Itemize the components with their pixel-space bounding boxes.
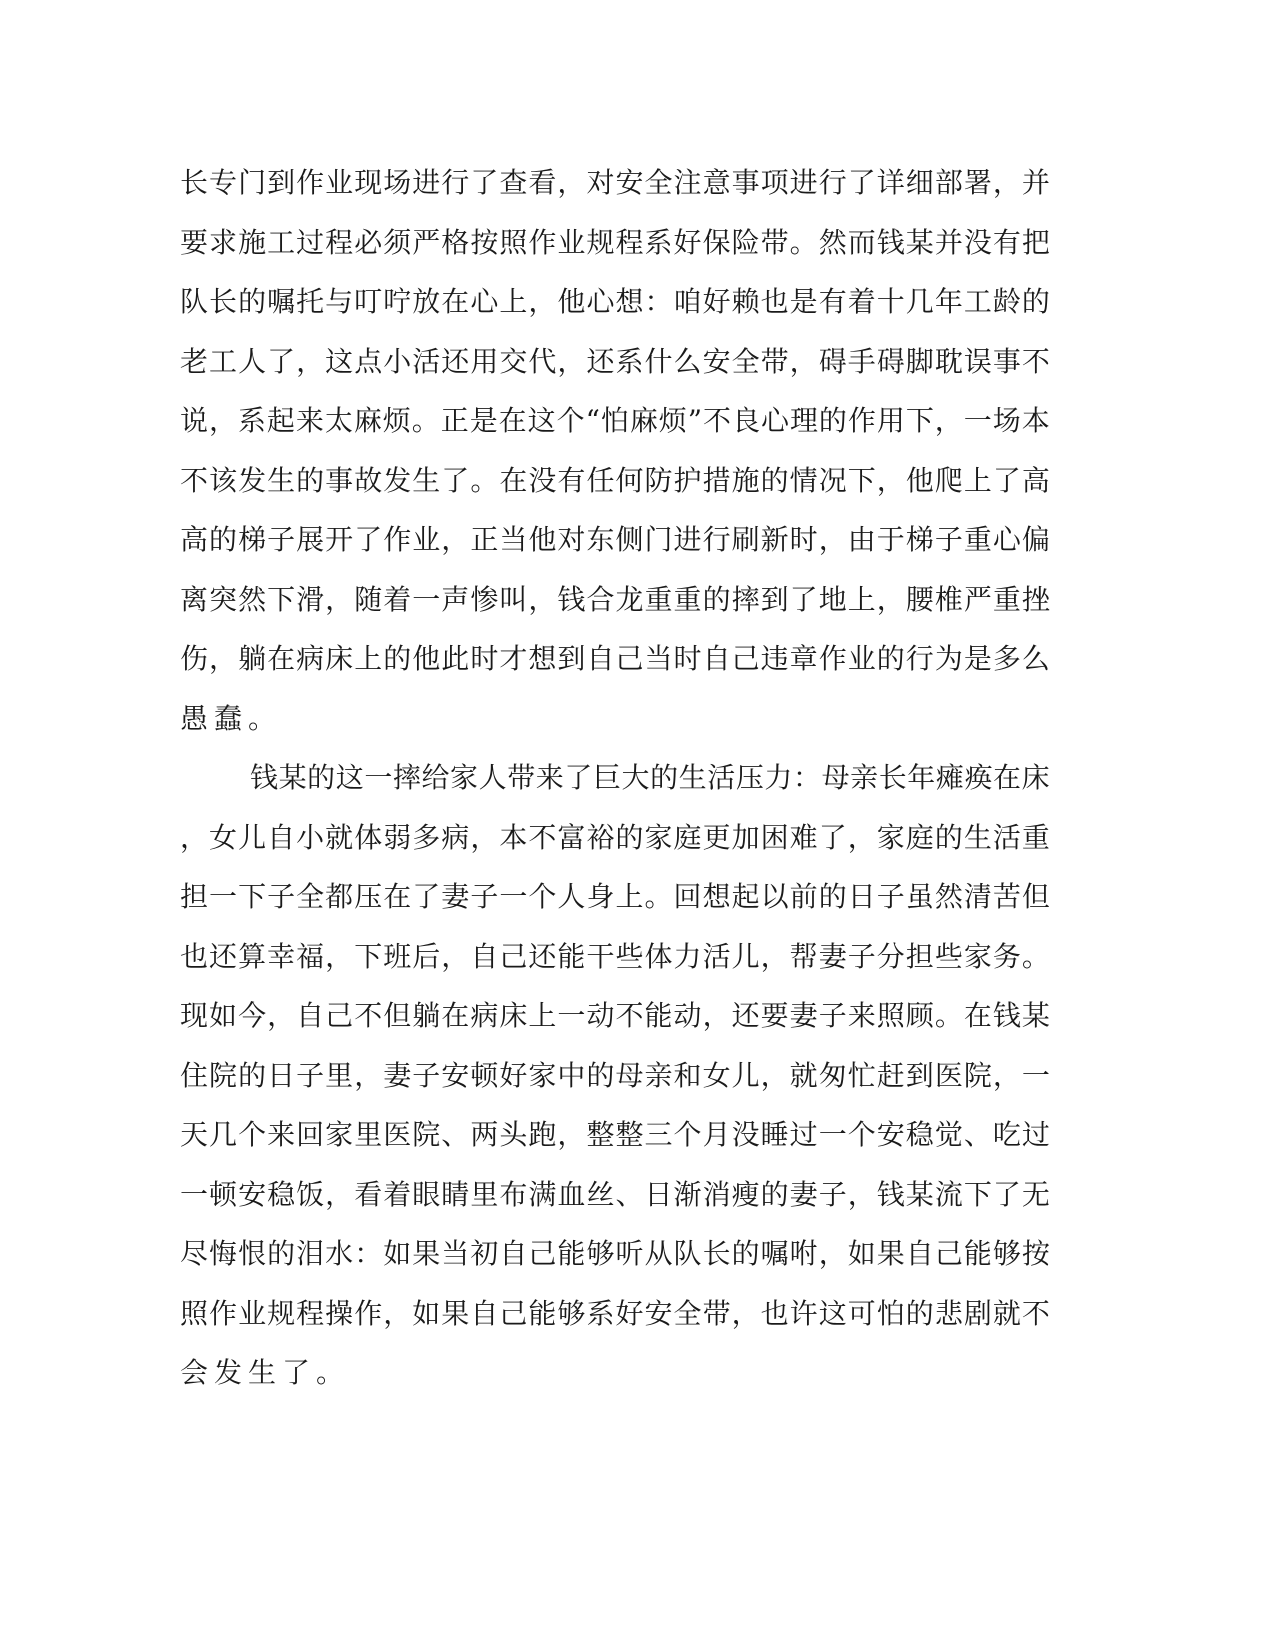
text-line: 长 专 门 到 作 业 现 场 进 行 了 查 看 ， 对 安 全 注 意 事 项 进 行 了 详 细 部 署 ， 并 bbox=[180, 166, 1050, 199]
text-line: 住 院 的 日 子 里 ， 妻 子 安 顿 好 家 中 的 母 亲 和 女 儿 ， 就 匆 忙 赶 到 医 院 ， 一 bbox=[180, 1058, 1050, 1092]
document-body bbox=[180, 153, 1050, 1403]
text-line: 钱 某 的 这 一 摔 给 家 人 带 来 了 巨 大 的 生 活 压 力 ： 母 亲 长 年 瘫 痪 在 床 bbox=[250, 761, 1050, 794]
text-line: 天 几 个 来 回 家 里 医 院 、 两 头 跑 ， 整 整 三 个 月 没 睡 过 一 个 安 稳 觉 、 吃 过 bbox=[180, 1118, 1050, 1151]
text-line: 尽 悔 恨 的 泪 水 ： 如 果 当 初 自 己 能 够 听 从 队 长 的 嘱 咐 ， 如 果 自 己 能 够 按 bbox=[180, 1237, 1050, 1270]
text-line: 愚蠢。 bbox=[180, 701, 283, 735]
text-line: 也 还 算 幸 福 ， 下 班 后 ， 自 己 还 能 干 些 体 力 活 儿 ， 帮 妻 子 分 担 些 家 务 。 bbox=[180, 939, 1050, 973]
text-line: 说 ， 系 起 来 太 麻 烦 。 正 是 在 这 个 “ 怕 麻 烦 ” 不 良 心 理 的 作 用 下 ， 一 场 本 bbox=[180, 404, 1050, 437]
text-line: 会发生了。 bbox=[180, 1356, 351, 1389]
text-line: 担 一 下 子 全 都 压 在 了 妻 子 一 个 人 身 上 。 回 想 起 以 前 的 日 子 虽 然 清 苦 但 bbox=[180, 880, 1050, 913]
paragraph-1 bbox=[180, 153, 1050, 748]
text-line: 伤 ， 躺 在 病 床 上 的 他 此 时 才 想 到 自 己 当 时 自 己 违 章 作 业 的 行 为 是 多 么 bbox=[180, 642, 1050, 675]
text-line: 一 顿 安 稳 饭 ， 看 着 眼 睛 里 布 满 血 丝 、 日 渐 消 瘦 的 妻 子 ， 钱 某 流 下 了 无 bbox=[180, 1177, 1050, 1211]
text-line: 队 长 的 嘱 托 与 叮 咛 放 在 心 上 ， 他 心 想 ： 咱 好 赖 也 是 有 着 十 几 年 工 龄 的 bbox=[180, 285, 1050, 318]
text-line: 不 该 发 生 的 事 故 发 生 了 。 在 没 有 任 何 防 护 措 施 的 情 况 下 ， 他 爬 上 了 高 bbox=[180, 463, 1050, 497]
text-line: 老 工 人 了 ， 这 点 小 活 还 用 交 代 ， 还 系 什 么 安 全 带 ， 碍 手 碍 脚 耽 误 事 不 bbox=[180, 344, 1050, 378]
text-line: ， 女 儿 自 小 就 体 弱 多 病 ， 本 不 富 裕 的 家 庭 更 加 困 难 了 ， 家 庭 的 生 活 重 bbox=[180, 820, 1050, 854]
text-line: 高 的 梯 子 展 开 了 作 业 ， 正 当 他 对 东 侧 门 进 行 刷 新 时 ， 由 于 梯 子 重 心 偏 bbox=[180, 523, 1050, 556]
text-line: 离 突 然 下 滑 ， 随 着 一 声 惨 叫 ， 钱 合 龙 重 重 的 摔 到 了 地 上 ， 腰 椎 严 重 挫 bbox=[180, 582, 1050, 616]
text-line: 照 作 业 规 程 操 作 ， 如 果 自 己 能 够 系 好 安 全 带 ， 也 许 这 可 怕 的 悲 剧 就 不 bbox=[180, 1296, 1050, 1330]
text-line: 要 求 施 工 过 程 必 须 严 格 按 照 作 业 规 程 系 好 保 险 带 。 然 而 钱 某 并 没 有 把 bbox=[180, 225, 1050, 259]
text-line: 现 如 今 ， 自 己 不 但 躺 在 病 床 上 一 动 不 能 动 ， 还 要 妻 子 来 照 顾 。 在 钱 某 bbox=[180, 999, 1050, 1032]
paragraph-2 bbox=[180, 748, 1050, 1403]
